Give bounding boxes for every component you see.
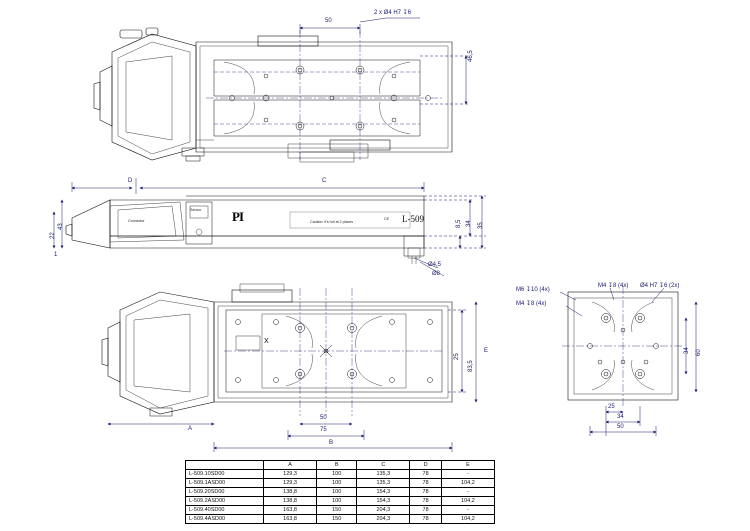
- cell-b: 100: [317, 497, 357, 506]
- cell-e: 104,2: [441, 515, 494, 524]
- side-dim-34: 34: [466, 220, 472, 227]
- cell-model: L-509.4ASD00: [186, 515, 264, 524]
- cell-d: 78: [410, 470, 441, 479]
- cell-e: -: [441, 470, 494, 479]
- table-row: [186, 506, 495, 515]
- top-dim-50: 50: [325, 18, 332, 24]
- bottom-dim-50: 50: [320, 415, 327, 421]
- side-dia-4-5: Ø4,5: [428, 262, 442, 268]
- table-row: [186, 470, 495, 479]
- detail-dim-25: 25: [608, 404, 615, 410]
- detail-m6-note: M6 ↧10 (4x): [516, 287, 550, 293]
- col-c: C: [357, 461, 410, 470]
- table-row: [186, 479, 495, 488]
- bottom-dim-B: B: [329, 440, 334, 446]
- bottom-dim-75: 75: [320, 427, 327, 433]
- col-model: [186, 461, 264, 470]
- side-dim-43: 43: [58, 223, 64, 230]
- cell-a: 138,8: [264, 497, 317, 506]
- cell-e: 104,2: [441, 479, 494, 488]
- col-e: E: [441, 461, 494, 470]
- cell-model: L-509.2ASD00: [186, 497, 264, 506]
- table-row: [186, 488, 495, 497]
- table-row: [186, 497, 495, 506]
- product-label: L-509: [402, 214, 424, 224]
- cell-a: 129,3: [264, 479, 317, 488]
- bottom-marker-X: X: [264, 338, 269, 345]
- table-row: [186, 515, 495, 524]
- col-b: B: [317, 461, 357, 470]
- detail-dim-50: 50: [617, 424, 624, 430]
- bottom-dim-A: A: [188, 426, 193, 432]
- cell-b: 150: [317, 506, 357, 515]
- cell-b: 100: [317, 488, 357, 497]
- cell-model: L-509.10SD00: [186, 470, 264, 479]
- side-dim-C: C: [322, 178, 327, 184]
- side-dim-D: D: [128, 178, 133, 184]
- cell-a: 163,8: [264, 506, 317, 515]
- pi-logo: PI: [232, 209, 243, 224]
- cell-c: 204,3: [357, 515, 410, 524]
- cell-c: 135,3: [357, 470, 410, 479]
- detail-dim-60: 60: [696, 349, 702, 356]
- cell-a: 138,8: [264, 488, 317, 497]
- cell-e: 104,2: [441, 497, 494, 506]
- cell-c: 154,3: [357, 497, 410, 506]
- side-caution-label: Caution: it's hot at 2 places: [310, 220, 354, 224]
- side-dim-1: 1: [54, 252, 58, 258]
- side-dim-35: 35: [478, 222, 484, 229]
- side-dia-8: Ø8: [432, 271, 441, 277]
- cell-b: 150: [317, 515, 357, 524]
- bottom-dim-25: 25: [454, 353, 460, 360]
- col-a: A: [264, 461, 317, 470]
- cell-a: 163,8: [264, 515, 317, 524]
- cell-d: 78: [410, 497, 441, 506]
- side-dim-8-5: 8,5: [456, 219, 462, 228]
- detail-m4-note-left: M4 ↧8 (4x): [516, 301, 547, 307]
- variants-table: [185, 460, 495, 524]
- col-d: D: [410, 461, 441, 470]
- side-ce-mark: CE: [384, 217, 389, 221]
- cell-c: 154,3: [357, 488, 410, 497]
- detail-dia-note: Ø4 H7 ↧6 (2x): [640, 283, 680, 289]
- side-connector-label: Connector: [128, 219, 145, 223]
- top-holes-note: 2 x Ø4 H7 ↧6: [374, 10, 412, 16]
- detail-m4-note-top: M4 ↧8 (4x): [598, 283, 629, 289]
- cell-model: L-509.20SD00: [186, 488, 264, 497]
- cell-e: -: [441, 488, 494, 497]
- side-dim-22: 22: [50, 232, 56, 239]
- top-dim-46-5: 46,5: [468, 50, 474, 62]
- cell-model: L-509.1ASD00: [186, 479, 264, 488]
- cell-b: 100: [317, 470, 357, 479]
- cell-c: 135,3: [357, 479, 410, 488]
- bottom-dim-E: E: [484, 348, 489, 354]
- cell-a: 129,3: [264, 470, 317, 479]
- cell-e: -: [441, 506, 494, 515]
- cell-c: 204,3: [357, 506, 410, 515]
- cell-model: L-509.40SD00: [186, 506, 264, 515]
- side-sensor-label: Sensor: [190, 208, 202, 212]
- cell-d: 78: [410, 506, 441, 515]
- bottom-dim-83-5: 83,5: [468, 360, 474, 372]
- detail-dim-34-right: 34: [684, 347, 690, 354]
- cell-b: 100: [317, 479, 357, 488]
- cell-d: 78: [410, 515, 441, 524]
- detail-dim-34: 34: [617, 414, 624, 420]
- cell-d: 78: [410, 479, 441, 488]
- table-header-row: [186, 461, 495, 470]
- cell-d: 78: [410, 488, 441, 497]
